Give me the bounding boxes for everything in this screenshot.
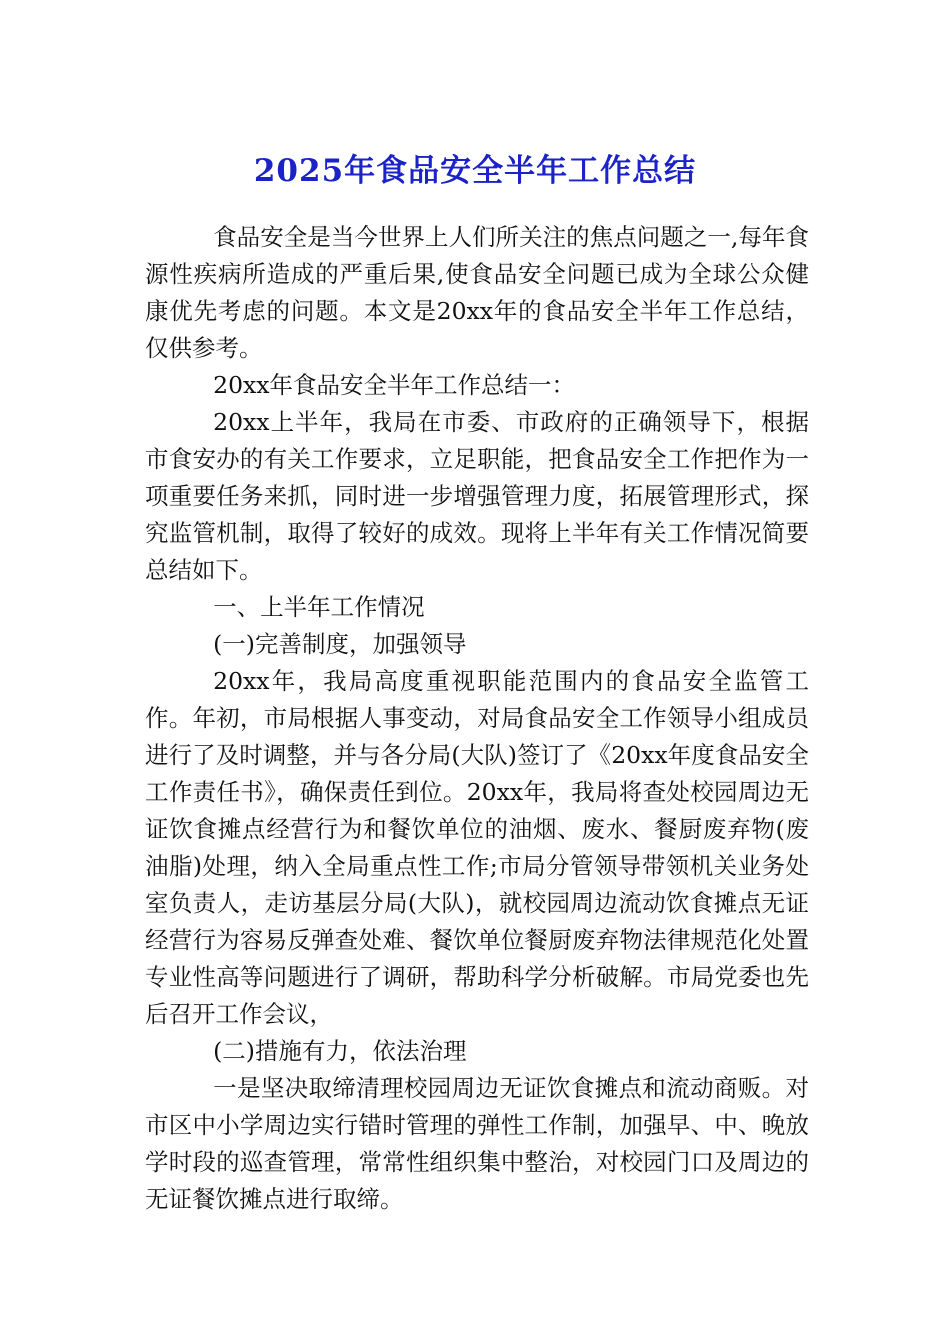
document-title: 2025年食品安全半年工作总结 — [253, 152, 697, 189]
subsection-heading-system: (一)完善制度，加强领导 — [213, 630, 467, 658]
subsection-heading-measures: (二)措施有力，依法治理 — [213, 1037, 467, 1065]
paragraph-system-details: 20xx年，我局高度重视职能范围内的食品安全监管工作。年初，市局根据人事变动，对局食品安全工作领导小组成员进行了及时调整，并与各分局(大队)签订了《20xx年度食品安全工作责任书》，确保责任到位。20xx年，我局将查处校园周边无证饮食摊点经营行为和餐饮单位的油烟、废水、餐厨废弃物(废油脂)处理，纳入全局重点性工作;市局分管领导带领机关业务处室负责人，走访基层分局(大队)，就校园周边流动饮食摊点无证经营行为容易反弹查处难、餐饮单位餐厨废弃物法律规范化处置专业性高等问题进行了调研，帮助科学分析破解。市局党委也先后召开工作会议， — [145, 667, 809, 1028]
paragraph-intro: 食品安全是当今世界上人们所关注的焦点问题之一,每年食源性疾病所造成的严重后果,使食品安全问题已成为全球公众健康优先考虑的问题。本文是20xx年的食品安全半年工作总结，仅供参考。 — [145, 223, 809, 362]
paragraph-measures-details: 一是坚决取缔清理校园周边无证饮食摊点和流动商贩。对市区中小学周边实行错时管理的弹性工作制，加强早、中、晚放学时段的巡查管理，常常性组织集中整治，对校园门口及周边的无证餐饮摊点进行取缔。 — [145, 1074, 809, 1213]
paragraph-overview: 20xx上半年，我局在市委、市政府的正确领导下，根据市食安办的有关工作要求，立足职能，把食品安全工作把作为一项重要任务来抓，同时进一步增强管理力度，拓展管理形式，探究监管机制，取得了较好的成效。现将上半年有关工作情况简要总结如下。 — [145, 408, 809, 584]
paragraph-summary-heading: 20xx年食品安全半年工作总结一： — [213, 371, 576, 399]
section-heading-work-status: 一、上半年工作情况 — [213, 593, 425, 621]
document-body — [145, 219, 809, 1218]
